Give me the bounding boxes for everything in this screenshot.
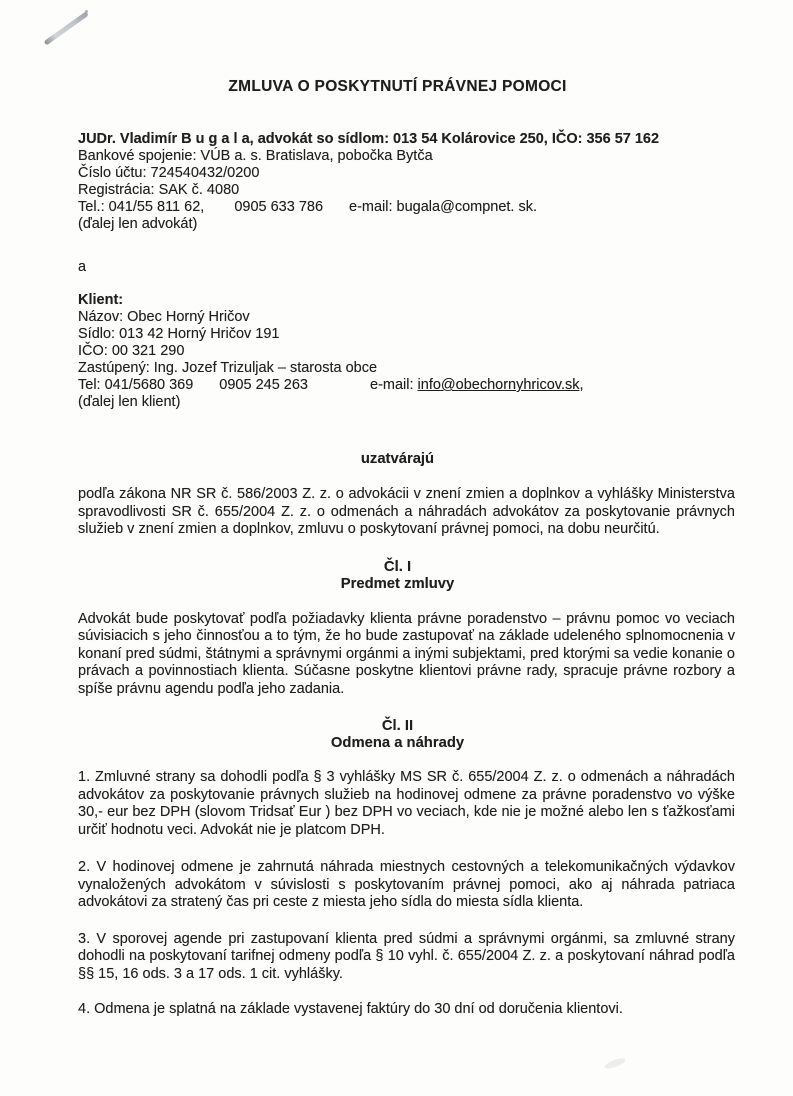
advocate-account-line: Číslo účtu: 724540432/0200 — [78, 165, 260, 181]
client-email-suffix: , — [579, 377, 584, 393]
client-representative-line: Zastúpený: Ing. Jozef Trizuljak – starosta obce — [78, 360, 378, 376]
pen-scratch-mark — [44, 11, 89, 45]
article2-paragraph-4: 4. Odmena je splatná na základe vystavenej faktúry do 30 dní od doručenia klientovi. — [78, 1001, 623, 1017]
article1-title: Predmet zmluvy — [340, 575, 455, 592]
client-ico-line: IČO: 00 321 290 — [78, 343, 185, 359]
client-alias-line: (ďalej len klient) — [78, 394, 181, 410]
advocate-heading: JUDr. Vladimír B u g a l a, advokát so sídlom: 013 54 Kolárovice 250, IČO: 356 57 162 — [78, 131, 660, 147]
client-name-line: Názov: Obec Horný Hričov — [78, 309, 250, 325]
conclude-paragraph: podľa zákona NR SR č. 586/2003 Z. z. o advokácii v znení zmien a doplnkov a vyhlášky Ministerstva spravodlivosti SR č. 655/2004 Z. z. o odmenách a náhradách advokátov za poskytovanie právnych služieb v znení zmien a doplnkov, zmluvu o poskytovaní právnej pomoci, na dobu neurčitú. — [78, 486, 735, 537]
pen-scratch-dot — [85, 10, 88, 13]
document-title: ZMLUVA O POSKYTNUTÍ PRÁVNEJ POMOCI — [228, 78, 567, 95]
client-block — [78, 292, 735, 411]
advocate-email: e-mail: bugala@compnet. sk. — [349, 199, 538, 215]
article2-paragraph-1: 1. Zmluvné strany sa dohodli podľa § 3 vyhlášky MS SR č. 655/2004 Z. z. o odmenách a náhradách advokátov za poskytovanie právnych služieb na hodinovej odmene za právne poradenstvo vo výške 30,- eur bez DPH (slovom Tridsať Eur ) bez DPH vo veciach, kde nie je možné alebo len s ťažkosťami určiť hodnotu veci. Advokát nie je platcom DPH. — [78, 769, 735, 838]
article1-paragraph: Advokát bude poskytovať podľa požiadavky klienta právne poradenstvo – právnu pomoc vo veciach súvisiacich s jeho činnosťou a to tým, že ho bude zastupovať na základe udeleného splnomocnenia v konaní pred súdmi, štátnymi a správnymi orgánmi a inými subjektami, pred ktorými sa vedie konanie o právach a povinnostiach klienta. Súčasne poskytne klientovi právne rady, spracuje právne rozbory a spíše právnu agendu podľa jeho zadania. — [78, 610, 735, 697]
client-address-line: Sídlo: 013 42 Horný Hričov 191 — [78, 326, 280, 342]
advocate-registration-line: Registrácia: SAK č. 4080 — [78, 182, 240, 198]
advocate-block — [78, 131, 735, 233]
client-heading: Klient: — [78, 292, 124, 308]
advocate-phone: Tel.: 041/55 811 62, — [78, 199, 205, 215]
client-phone: Tel: 041/5680 369 — [78, 377, 194, 393]
client-email-label: e-mail: — [370, 377, 414, 393]
advocate-alias-line: (ďalej len advokát) — [78, 216, 198, 232]
connector-and: a — [78, 259, 87, 275]
article2-paragraph-3: 3. V sporovej agende pri zastupovaní klienta pred súdmi a správnymi orgánmi, sa zmluvné strany dohodli na poskytovaní tarifnej odmeny podľa § 10 vyhl. č. 655/2004 Z. z. a poskytovaní náhrad podľa §§ 15, 16 ods. 3 a 17 ods. 1 cit. vyhlášky. — [78, 930, 735, 982]
scan-smudge — [603, 1056, 626, 1070]
article1-number: Čl. I — [383, 558, 412, 575]
article2-paragraph-2: 2. V hodinovej odmene je zahrnutá náhrada miestnych cestovných a telekomunikačných výdavkov vynaložených advokátom v súvislosti s poskytovaním právnej pomoci, ako aj náhrada patriaca advokátovi za stratený čas pri ceste z miesta jeho sídla do miesta sídla klienta. — [78, 859, 735, 910]
article2-title: Odmena a náhrady — [330, 735, 465, 751]
client-contact-line — [78, 377, 735, 394]
advocate-mobile: 0905 633 786 — [234, 199, 324, 215]
client-mobile: 0905 245 263 — [219, 377, 308, 393]
advocate-contact-line — [78, 199, 735, 216]
client-email: info@obechornyhricov.sk — [417, 377, 580, 393]
conclude-heading: uzatvárajú — [360, 451, 435, 467]
article2-number: Čl. II — [381, 718, 414, 734]
advocate-bank-line: Bankové spojenie: VÚB a. s. Bratislava, pobočka Bytča — [78, 148, 433, 164]
